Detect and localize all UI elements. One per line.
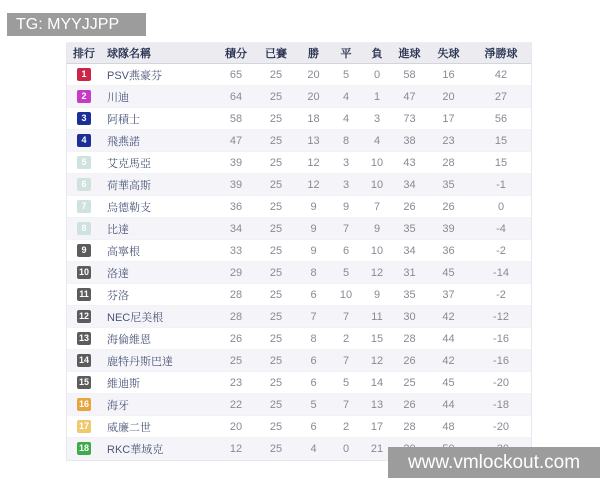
- played-cell: 25: [269, 112, 283, 125]
- loss-cell: 10: [370, 244, 384, 257]
- played-cell: 25: [269, 200, 283, 213]
- rank-badge: 4: [77, 134, 91, 147]
- team-cell: [101, 286, 216, 304]
- win-cell: 20: [307, 90, 320, 103]
- points-cell: 33: [229, 244, 243, 257]
- goals-against-cell: 16: [442, 68, 455, 81]
- header-goal-diff: 淨勝球: [484, 48, 518, 60]
- goals-for-cell: 35: [403, 288, 416, 301]
- points-cell: 65: [229, 68, 243, 81]
- header-loss: 負: [371, 48, 383, 60]
- loss-cell: 3: [373, 112, 381, 125]
- table-row: [67, 262, 531, 284]
- league-table: [66, 42, 532, 461]
- goals-for-cell: 30: [403, 310, 416, 323]
- goals-for-cell: 58: [403, 68, 416, 81]
- loss-cell: 21: [370, 443, 384, 455]
- team-link[interactable]: RKC華域克: [107, 444, 164, 456]
- goal-diff-cell: -16: [493, 354, 509, 367]
- rank-cell: [67, 88, 101, 106]
- win-cell: 6: [310, 420, 317, 433]
- win-cell: 6: [310, 376, 317, 389]
- draw-cell: 7: [342, 222, 350, 235]
- table-row: [67, 372, 531, 394]
- team-cell: [101, 88, 216, 106]
- played-cell: 25: [269, 244, 283, 257]
- goals-for-cell: 34: [403, 244, 416, 257]
- rank-cell: [67, 242, 101, 260]
- points-cell: 29: [229, 266, 243, 279]
- loss-cell: 17: [370, 420, 384, 433]
- table-row: [67, 64, 531, 86]
- team-cell: [101, 198, 216, 216]
- team-link[interactable]: 艾克馬亞: [107, 157, 151, 170]
- team-link[interactable]: 鹿特丹斯巴達: [107, 355, 173, 368]
- played-cell: 25: [269, 178, 283, 191]
- goal-diff-cell: -12: [493, 310, 509, 323]
- points-cell: 26: [229, 332, 243, 345]
- rank-cell: [67, 308, 101, 326]
- team-link[interactable]: 飛燕諾: [107, 135, 140, 148]
- rank-cell: [67, 396, 101, 414]
- goals-for-cell: 25: [403, 376, 416, 389]
- goals-against-cell: 37: [442, 288, 455, 301]
- table-row: [67, 174, 531, 196]
- goals-against-cell: 45: [442, 266, 455, 279]
- rank-badge: 2: [77, 90, 91, 103]
- draw-cell: 10: [339, 288, 353, 301]
- played-cell: 25: [269, 266, 283, 279]
- team-link[interactable]: 高寧根: [107, 245, 140, 258]
- played-cell: 25: [269, 376, 283, 389]
- goals-for-cell: 26: [403, 398, 416, 411]
- draw-cell: 0: [342, 443, 350, 455]
- draw-cell: 4: [342, 112, 350, 125]
- team-cell: [101, 330, 216, 348]
- loss-cell: 0: [373, 68, 381, 81]
- draw-cell: 7: [342, 398, 350, 411]
- team-link[interactable]: 川迪: [107, 91, 129, 104]
- win-cell: 18: [307, 112, 320, 125]
- rank-badge: 9: [77, 244, 91, 257]
- points-cell: 28: [229, 310, 243, 323]
- team-cell: [101, 242, 216, 260]
- team-link[interactable]: 海牙: [107, 399, 129, 412]
- team-link[interactable]: PSV燕豪芬: [107, 69, 163, 82]
- goal-diff-cell: -4: [496, 222, 506, 235]
- points-cell: 28: [229, 288, 243, 301]
- loss-cell: 13: [370, 398, 384, 411]
- draw-cell: 5: [342, 266, 350, 279]
- team-link[interactable]: 洛達: [107, 267, 129, 280]
- goal-diff-cell: -20: [493, 420, 509, 433]
- win-cell: 4: [310, 443, 317, 455]
- table-row: [67, 218, 531, 240]
- draw-cell: 2: [342, 420, 350, 433]
- loss-cell: 10: [370, 178, 384, 191]
- win-cell: 8: [310, 266, 317, 279]
- rank-badge: 15: [78, 376, 89, 387]
- rank-badge: 6: [77, 178, 91, 191]
- table-header-row: [67, 43, 531, 64]
- goals-against-cell: 48: [442, 420, 455, 433]
- goals-for-cell: 26: [403, 200, 416, 213]
- goals-for-cell: 28: [403, 420, 416, 433]
- draw-cell: 7: [342, 354, 350, 367]
- loss-cell: 12: [370, 354, 384, 367]
- rank-cell: [67, 132, 101, 150]
- played-cell: 25: [269, 90, 283, 103]
- goal-diff-cell: 15: [494, 134, 508, 147]
- watermark-website: www.vmlockout.com: [388, 447, 600, 478]
- table-row: [67, 350, 531, 372]
- played-cell: 25: [269, 68, 283, 81]
- table-row: [67, 130, 531, 152]
- table-row: [67, 86, 531, 108]
- points-cell: 25: [229, 354, 243, 367]
- team-link[interactable]: 比達: [107, 223, 129, 236]
- table-row: [67, 328, 531, 350]
- goals-against-cell: 42: [442, 354, 455, 367]
- played-cell: 25: [269, 222, 283, 235]
- goal-diff-cell: 0: [497, 200, 505, 213]
- rank-badge: 18: [78, 443, 89, 454]
- rank-cell: [67, 66, 101, 84]
- win-cell: 9: [310, 244, 317, 257]
- goals-against-cell: 28: [442, 156, 455, 169]
- rank-cell: [67, 154, 101, 172]
- points-cell: 39: [229, 156, 243, 169]
- goals-for-cell: 31: [403, 266, 416, 279]
- draw-cell: 2: [342, 332, 350, 345]
- header-goals-against: 失球: [437, 48, 460, 60]
- rank-badge: 7: [77, 200, 91, 213]
- loss-cell: 7: [373, 200, 381, 213]
- rank-cell: [67, 440, 101, 458]
- table-row: [67, 240, 531, 262]
- loss-cell: 9: [373, 222, 381, 235]
- draw-cell: 3: [342, 178, 350, 191]
- goals-against-cell: 35: [442, 178, 455, 191]
- goal-diff-cell: -2: [496, 288, 506, 301]
- goals-against-cell: 26: [442, 200, 455, 213]
- team-cell: [101, 352, 216, 370]
- team-link[interactable]: 荷華高斯: [107, 179, 151, 192]
- rank-cell: [67, 374, 101, 392]
- header-team-name: 球隊名稱: [107, 48, 151, 60]
- points-cell: 20: [229, 420, 243, 433]
- rank-cell: [67, 286, 101, 304]
- loss-cell: 4: [373, 134, 381, 147]
- goals-for-cell: 34: [403, 178, 416, 191]
- win-cell: 20: [307, 68, 320, 81]
- win-cell: 13: [307, 134, 320, 147]
- goals-against-cell: 44: [442, 332, 455, 345]
- goals-against-cell: 45: [442, 376, 455, 389]
- rank-badge: 10: [78, 266, 89, 277]
- played-cell: 25: [269, 134, 283, 147]
- draw-cell: 6: [342, 244, 350, 257]
- points-cell: 34: [229, 222, 243, 235]
- team-cell: [101, 154, 216, 172]
- goal-diff-cell: -2: [496, 244, 506, 257]
- win-cell: 9: [310, 200, 317, 213]
- rank-badge: 1: [77, 68, 91, 81]
- goals-against-cell: 23: [442, 134, 455, 147]
- points-cell: 22: [229, 398, 243, 411]
- rank-badge: 14: [78, 354, 89, 365]
- team-cell: [101, 374, 216, 392]
- rank-badge: 3: [77, 112, 91, 125]
- table-row: [67, 416, 531, 438]
- rank-cell: [67, 330, 101, 348]
- team-link[interactable]: 維迪斯: [107, 377, 140, 390]
- goals-against-cell: 42: [442, 310, 455, 323]
- team-link[interactable]: 阿積士: [107, 113, 140, 126]
- played-cell: 25: [269, 310, 283, 323]
- rank-cell: [67, 198, 101, 216]
- draw-cell: 4: [342, 90, 350, 103]
- win-cell: 5: [310, 398, 317, 411]
- goal-diff-cell: -16: [493, 332, 509, 345]
- team-cell: [101, 308, 216, 326]
- goals-against-cell: 17: [442, 112, 455, 125]
- points-cell: 58: [229, 112, 243, 125]
- rank-badge: 11: [77, 288, 91, 301]
- loss-cell: 10: [370, 156, 384, 169]
- played-cell: 25: [269, 332, 283, 345]
- goals-for-cell: 26: [403, 354, 416, 367]
- rank-cell: [67, 220, 101, 238]
- team-cell: [101, 110, 216, 128]
- points-cell: 39: [229, 178, 243, 191]
- team-link[interactable]: 芬洛: [107, 289, 129, 302]
- win-cell: 12: [307, 178, 320, 191]
- goal-diff-cell: -20: [493, 376, 509, 389]
- goal-diff-cell: 27: [494, 90, 508, 103]
- goals-against-cell: 44: [442, 398, 455, 411]
- watermark-telegram: TG: MYYJJPP: [7, 13, 146, 36]
- team-link[interactable]: NEC尼美根: [107, 311, 164, 324]
- table-body: [67, 64, 531, 460]
- goals-against-cell: 39: [442, 222, 455, 235]
- points-cell: 36: [229, 200, 243, 213]
- header-win: 勝: [308, 48, 319, 60]
- points-cell: 12: [229, 443, 243, 455]
- rank-cell: [67, 418, 101, 436]
- table-row: [67, 394, 531, 416]
- points-cell: 23: [229, 376, 243, 389]
- draw-cell: 7: [342, 310, 350, 323]
- goals-for-cell: 47: [403, 90, 416, 103]
- goal-diff-cell: -18: [493, 398, 509, 411]
- rank-cell: [67, 264, 101, 282]
- goals-against-cell: 20: [442, 90, 455, 103]
- header-draw: 平: [340, 48, 352, 60]
- team-cell: [101, 176, 216, 194]
- played-cell: 25: [269, 288, 283, 301]
- loss-cell: 1: [373, 90, 381, 103]
- rank-badge: 16: [78, 398, 89, 409]
- goals-for-cell: 43: [403, 156, 416, 169]
- win-cell: 7: [310, 310, 317, 323]
- rank-badge: 8: [77, 222, 91, 235]
- header-goals-for: 進球: [398, 48, 421, 60]
- team-link[interactable]: 海倫維恩: [107, 333, 151, 346]
- loss-cell: 15: [370, 332, 384, 345]
- rank-badge: 5: [77, 156, 91, 169]
- win-cell: 9: [310, 222, 317, 235]
- played-cell: 25: [269, 354, 283, 367]
- loss-cell: 12: [370, 266, 384, 279]
- draw-cell: 9: [342, 200, 350, 213]
- goals-against-cell: 36: [442, 244, 455, 257]
- goals-for-cell: 38: [403, 134, 416, 147]
- loss-cell: 11: [371, 310, 383, 323]
- draw-cell: 3: [342, 156, 350, 169]
- win-cell: 12: [307, 156, 320, 169]
- table-row: [67, 108, 531, 130]
- team-cell: [101, 440, 216, 458]
- table-row: [67, 196, 531, 218]
- played-cell: 25: [269, 443, 283, 455]
- rank-cell: [67, 352, 101, 370]
- team-link[interactable]: 威廉二世: [107, 421, 151, 434]
- rank-cell: [67, 110, 101, 128]
- played-cell: 25: [269, 156, 283, 169]
- goals-for-cell: 73: [403, 112, 416, 125]
- rank-badge: 13: [78, 332, 89, 343]
- draw-cell: 5: [342, 68, 350, 81]
- loss-cell: 14: [370, 376, 384, 389]
- win-cell: 6: [310, 288, 317, 301]
- rank-cell: [67, 176, 101, 194]
- win-cell: 8: [310, 332, 317, 345]
- table-row: [67, 306, 531, 328]
- team-link[interactable]: 烏德勒支: [107, 201, 151, 214]
- team-cell: [101, 66, 216, 84]
- goal-diff-cell: -14: [493, 266, 509, 279]
- points-cell: 47: [229, 134, 243, 147]
- goal-diff-cell: 56: [494, 112, 508, 125]
- points-cell: 64: [229, 90, 243, 103]
- team-cell: [101, 396, 216, 414]
- goals-for-cell: 35: [403, 222, 416, 235]
- team-cell: [101, 220, 216, 238]
- goal-diff-cell: -1: [496, 178, 506, 191]
- loss-cell: 9: [373, 288, 381, 301]
- goals-for-cell: 28: [403, 332, 416, 345]
- header-rank: 排行: [73, 48, 95, 60]
- header-played: 已賽: [265, 48, 287, 60]
- team-cell: [101, 418, 216, 436]
- goal-diff-cell: 42: [494, 68, 508, 81]
- win-cell: 6: [310, 354, 317, 367]
- played-cell: 25: [269, 420, 283, 433]
- draw-cell: 5: [342, 376, 350, 389]
- rank-badge: 12: [78, 310, 89, 321]
- team-cell: [101, 132, 216, 150]
- table-row: [67, 152, 531, 174]
- team-cell: [101, 264, 216, 282]
- draw-cell: 8: [342, 134, 350, 147]
- rank-badge: 17: [78, 420, 89, 431]
- table-row: [67, 284, 531, 306]
- played-cell: 25: [269, 398, 283, 411]
- header-points: 積分: [225, 48, 247, 60]
- goal-diff-cell: 15: [494, 156, 508, 169]
